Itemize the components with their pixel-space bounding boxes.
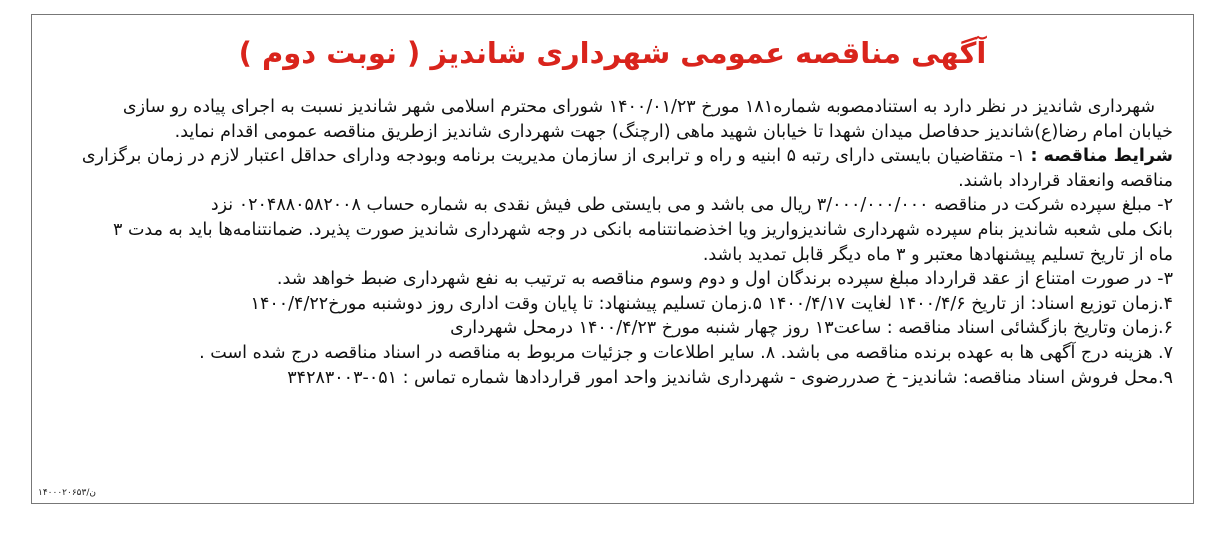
conditions-label: شرایط مناقصه : bbox=[1030, 146, 1173, 167]
condition-3: ۳- در صورت امتناع از عقد قرارداد مبلغ سپرده برندگان اول و دوم وسوم مناقصه به ترتیب به نفع شهرداری ضبط خواهد شد. bbox=[276, 269, 1173, 290]
notice-title: آگهی مناقصه عمومی شهرداری شاندیز ( نوبت دوم ) bbox=[238, 36, 987, 70]
reference-code: ن/۱۴۰۰۰۲۰۶۵۳ bbox=[38, 488, 96, 498]
notice-body bbox=[54, 95, 1173, 390]
condition-1-text: ۱- متقاضیان بایستی دارای رتبه ۵ ابنیه و راه و ترابری از سازمان مدیریت برنامه وبودجه ودارای حداقل اعتبار لازم در زمان برگزاری bbox=[81, 146, 1025, 167]
condition-1-line-2: مناقصه وانعقاد قرارداد باشند. bbox=[958, 170, 1173, 191]
notice-frame bbox=[31, 14, 1194, 504]
condition-6: ۶.زمان وتاریخ بازگشائی اسناد مناقصه : ساعت۱۳ روز چهار شنبه مورخ ۱۴۰۰/۴/۲۳ درمحل شهرداری bbox=[450, 318, 1173, 339]
condition-2-line-2: بانک ملی شعبه شاندیز بنام سپرده شهرداری شاندیزواریز ویا اخذضمانتنامه بانکی در وجه شهرداری شاندیز صورت پذیرد. ضمانتنامه‌ها باید به مدت ۳ bbox=[112, 219, 1173, 240]
condition-9: ۹.محل فروش اسناد مناقصه: شاندیز- خ صدررضوی - شهرداری شاندیز واحد امور قراردادها شماره تماس : ۰۵۱-۳۴۲۸۳۰۰۳ bbox=[287, 367, 1173, 388]
condition-7-8: ۷. هزینه درج آگهی ها به عهده برنده مناقصه می باشد. ۸. سایر اطلاعات و جزئیات مربوط به مناقصه در اسناد مناقصه درج شده است . bbox=[199, 342, 1173, 363]
condition-2-line-3: ماه از تاریخ تسلیم پیشنهادها معتبر و ۳ ماه دیگر قابل تمدید باشد. bbox=[702, 244, 1173, 265]
condition-2-line-1: ۲- مبلغ سپرده شرکت در مناقصه ۳/۰۰۰/۰۰۰/۰۰۰ ریال می باشد و می بایستی طی فیش نقدی به شماره حساب ۰۲۰۴۸۸۰۵۸۲۰۰۸ نزد bbox=[210, 195, 1173, 216]
condition-1-line-1 bbox=[54, 144, 1173, 169]
intro-line-1: شهرداری شاندیز در نظر دارد به استنادمصوبه شماره۱۸۱ مورخ ۱۴۰۰/۰۱/۲۳ شورای محترم اسلامی شهر شاندیز نسبت به اجرای پیاده رو سازی bbox=[122, 97, 1155, 117]
intro-line-2: خیابان امام رضا(ع)شاندیز حدفاصل میدان شهدا تا خیابان شهید ماهی (ارچنگ) جهت شهرداری شاندیز ازطریق مناقصه عمومی اقدام نماید. bbox=[174, 121, 1173, 142]
condition-4-5: ۴.زمان توزیع اسناد: از تاریخ ۱۴۰۰/۴/۶ لغایت ۱۴۰۰/۴/۱۷ ۵.زمان تسلیم پیشنهاد: تا پایان وقت اداری روز دوشنبه مورخ۱۴۰۰/۴/۲۲ bbox=[250, 293, 1173, 314]
